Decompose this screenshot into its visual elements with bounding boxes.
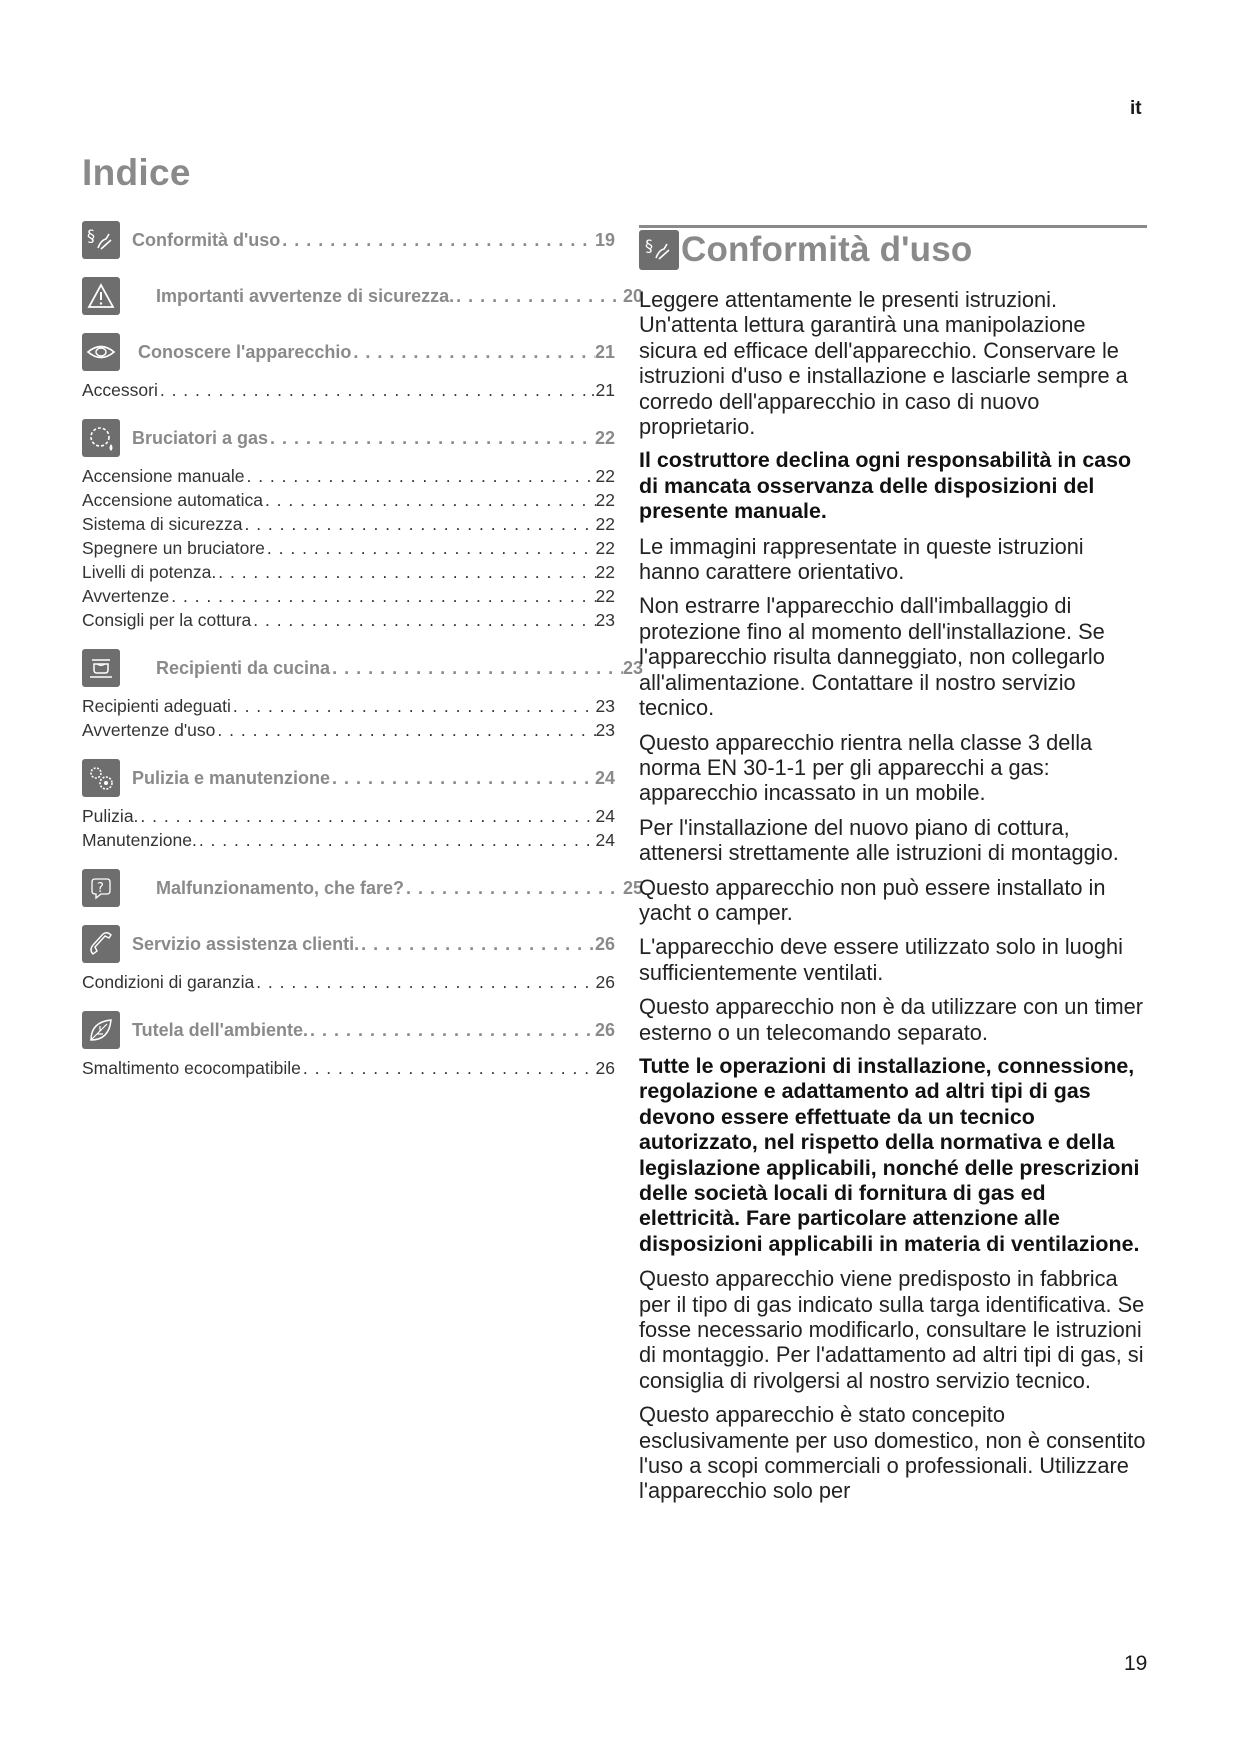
toc-heading-page: 23 (622, 657, 643, 678)
toc-item-title: Consigli per la cottura (82, 610, 252, 630)
toc-heading[interactable] (82, 418, 615, 458)
toc-item-title: Avvertenze (82, 586, 170, 606)
leaf-icon (82, 1011, 120, 1049)
toc-item[interactable] (82, 828, 615, 852)
toc-item-title: Livelli di potenza. (82, 562, 217, 582)
paragraph: Questo apparecchio è stato concepito esclusivamente per uso domestico, non è consentito l'uso a scopi commerciali o professionali. Utilizzare l'apparecchio solo per (639, 1402, 1146, 1504)
paragraph: Questo apparecchio non è da utilizzare con un timer esterno o un telecomando separato. (639, 994, 1144, 1045)
toc-item-page: 22 (595, 562, 615, 582)
question-icon (82, 869, 120, 907)
toc-section (82, 648, 643, 742)
toc-item-title: Accensione automatica (82, 490, 263, 510)
toc-section (82, 332, 615, 402)
section-hand-icon (639, 230, 679, 270)
toc-heading-title: Servizio assistenza clienti. (132, 933, 360, 954)
toc-item[interactable] (82, 464, 615, 488)
toc-heading-title: Conoscere l'apparecchio (138, 341, 352, 362)
toc-item-page: 23 (595, 720, 615, 740)
toc-heading-page: 21 (594, 341, 615, 362)
toc-item[interactable] (82, 1056, 615, 1080)
page-title: Indice (82, 152, 191, 193)
toc-item-page: 23 (595, 610, 615, 630)
toc-item[interactable] (82, 804, 615, 828)
toc-item[interactable] (82, 694, 615, 718)
toc-section (82, 924, 615, 994)
toc-item[interactable] (82, 970, 615, 994)
section-body (639, 287, 1147, 1504)
toc-item-page: 24 (595, 806, 615, 826)
paragraph-bold: Tutte le operazioni di installazione, connessione, regolazione e adattamento ad altri tipi di gas devono essere effettuate da un tecnico autorizzato, nel rispetto della normativa e della legislazione applicabili, nonché delle prescrizioni delle società locali di fornitura di gas ed elettricità. Fare particolare attenzione alle disposizioni applicabili in materia di ventilazione. (639, 1053, 1140, 1256)
paragraph: Leggere attentamente le presenti istruzioni. Un'attenta lettura garantirà una manipolazione sicura ed efficace dell'apparecchio. Conservare le istruzioni d'uso e installazione e lasciarle sempre a corredo dell'apparecchio in caso di nuovo proprietario. (639, 287, 1128, 440)
toc-item[interactable] (82, 512, 615, 536)
toc-heading-title: Pulizia e manutenzione (132, 767, 331, 788)
toc-section (82, 1010, 615, 1080)
svg-text:§: § (87, 226, 95, 245)
cookware-icon (82, 649, 120, 687)
svg-text:§: § (645, 236, 653, 255)
toc-item[interactable] (82, 718, 615, 742)
toc-item-page: 22 (595, 490, 615, 510)
svg-text:?: ? (97, 881, 104, 896)
toc-item-title: Smaltimento ecocompatibile (82, 1058, 301, 1078)
toc-heading[interactable] (82, 648, 643, 688)
toc-item[interactable] (82, 560, 615, 584)
table-of-contents (82, 220, 643, 1096)
paragraph: Questo apparecchio viene predisposto in fabbrica per il tipo di gas indicato sulla targa identificativa. Se fosse necessario modificarlo, consultare le istruzioni di montaggio. Per l'adattamento ad altri tipi di gas, si consiglia di rivolgersi al nostro servizio tecnico. (639, 1266, 1145, 1393)
toc-heading-page: 20 (622, 285, 643, 306)
section-title: Conformità d'uso (681, 230, 973, 269)
toc-item[interactable] (82, 488, 615, 512)
intended-use-section (639, 225, 1147, 1513)
toc-item-title: Accensione manuale (82, 466, 245, 486)
toc-section (82, 868, 643, 908)
warning-triangle-icon (82, 277, 120, 315)
toc-heading-page: 19 (594, 229, 615, 250)
toc-item-title: Accessori (82, 380, 158, 400)
toc-heading-page: 24 (594, 767, 615, 788)
toc-item-page: 22 (595, 514, 615, 534)
toc-item-page: 23 (595, 696, 615, 716)
toc-item-page: 22 (595, 586, 615, 606)
toc-item-title: Recipienti adeguati (82, 696, 231, 716)
paragraph: L'apparecchio deve essere utilizzato solo in luoghi sufficientemente ventilati. (639, 934, 1123, 985)
toc-heading[interactable] (82, 1010, 615, 1050)
toc-item-page: 22 (595, 466, 615, 486)
toc-item-page: 26 (595, 1058, 615, 1078)
paragraph-bold: Il costruttore declina ogni responsabilità in caso di mancata osservanza delle disposizioni del presente manuale. (639, 448, 1132, 524)
section-hand-icon (82, 221, 120, 259)
paragraph: Questo apparecchio non può essere installato in yacht o camper. (639, 874, 1106, 925)
toc-heading-page: 26 (594, 1019, 615, 1040)
toc-item-page: 26 (595, 972, 615, 992)
toc-heading-page: 22 (594, 427, 615, 448)
toc-item-title: Spegnere un bruciatore (82, 538, 265, 558)
toc-item-page: 24 (595, 830, 615, 850)
toc-heading[interactable] (82, 276, 643, 316)
language-label: it (1130, 98, 1142, 119)
toc-item[interactable] (82, 584, 615, 608)
toc-item-title: Condizioni di garanzia (82, 972, 255, 992)
paragraph: Questo apparecchio rientra nella classe 3 della norma EN 30-1-1 per gli apparecchi a gas: apparecchio incassato in un mobile. (639, 729, 1093, 806)
section-divider (639, 225, 1147, 228)
toc-heading-title: Recipienti da cucina (156, 657, 331, 678)
toc-item[interactable] (82, 608, 615, 632)
eye-icon (82, 333, 120, 371)
toc-heading-title: Tutela dell'ambiente. (132, 1019, 308, 1040)
gears-icon (82, 759, 120, 797)
toc-heading-title: Conformità d'uso (132, 229, 281, 250)
toc-item[interactable] (82, 378, 615, 402)
toc-heading-title: Malfunzionamento, che fare? (156, 877, 405, 898)
toc-item[interactable] (82, 536, 615, 560)
toc-section (82, 220, 615, 260)
paragraph: Per l'installazione del nuovo piano di cottura, attenersi strettamente alle istruzioni di montaggio. (639, 814, 1119, 866)
toc-heading-page: 25 (622, 877, 643, 898)
toc-item-title: Sistema di sicurezza (82, 514, 243, 534)
toc-section (82, 276, 643, 316)
toc-item-page: 22 (595, 538, 615, 558)
toc-section (82, 758, 615, 852)
paragraph: Le immagini rappresentate in queste istruzioni hanno carattere orientativo. (639, 533, 1084, 585)
toc-item-page: .21 (590, 380, 615, 400)
toc-heading-title: Importanti avvertenze di sicurezza. (156, 285, 455, 306)
toc-heading[interactable] (82, 924, 615, 964)
toc-heading[interactable] (82, 758, 615, 798)
toc-heading-page: 26 (594, 933, 615, 954)
toc-section (82, 418, 615, 632)
phone-icon (82, 925, 120, 963)
toc-item-title: Manutenzione. (82, 830, 197, 850)
paragraph: Non estrarre l'apparecchio dall'imballaggio di protezione fino al momento dell'installazione. Se l'apparecchio risulta danneggiato, non collegarlo all'alimentazione. Contattare il nostro servizio tecnico. (639, 593, 1105, 721)
burner-icon (82, 419, 120, 457)
toc-heading[interactable] (82, 332, 615, 372)
toc-item-title: Avvertenze d'uso (82, 720, 216, 740)
toc-heading[interactable] (82, 868, 643, 908)
page-number: 19 (1124, 1652, 1148, 1675)
toc-heading-title: Bruciatori a gas (132, 427, 269, 448)
toc-heading[interactable] (82, 220, 615, 260)
section-heading (639, 225, 1147, 271)
toc-item-title: Pulizia. (82, 806, 139, 826)
